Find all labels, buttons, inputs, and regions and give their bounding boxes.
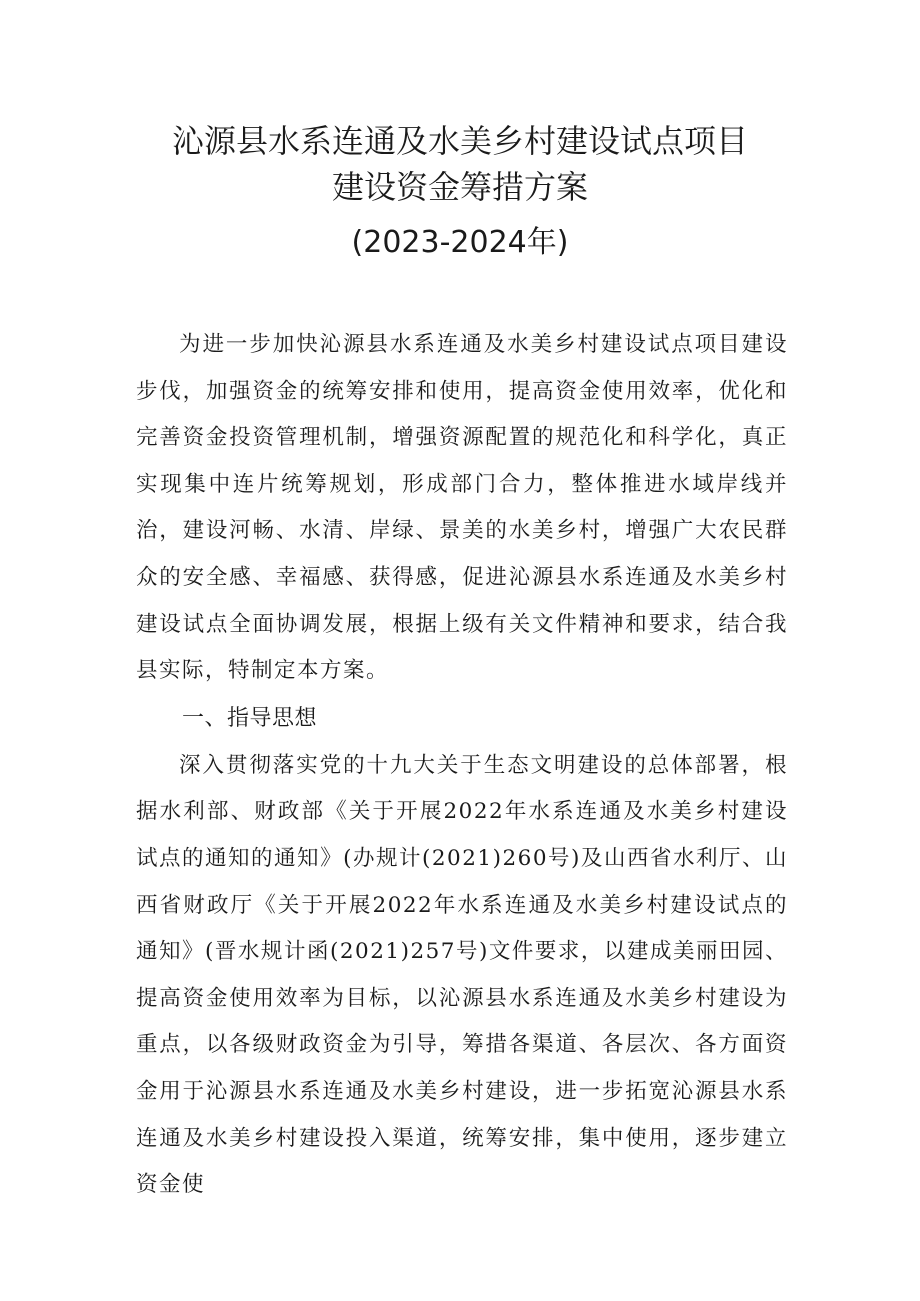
section-paragraph: 深入贯彻落实党的十九大关于生态文明建设的总体部署，根据水利部、财政部《关于开展2022年水系连通及水美乡村建设试点的通知的通知》(办规计(2021)260号)及山西省水利厅、山西省财政厅《关于开展2022年水系连通及水美乡村建设试点的通知》(晋水规计函(2021)257号)文件要求，以建成美丽田园、提高资金使用效率为目标，以沁源县水系连通及水美乡村建设为重点，以各级财政资金为引导，筹措各渠道、各层次、各方面资金用于沁源县水系连通及水美乡村建设，进一步拓宽沁源县水系连通及水美乡村建设投入渠道，统筹安排，集中使用，逐步建立资金使 (136, 752, 788, 1198)
document-title (0, 118, 920, 266)
title-line-1: 沁源县水系连通及水美乡村建设试点项目 (171, 122, 748, 160)
title-line-2: 建设资金筹措方案 (331, 168, 588, 206)
document-body (136, 322, 788, 1209)
section-heading: 一、指导思想 (182, 705, 318, 731)
title-years: (2023-2024年) (351, 225, 569, 260)
intro-paragraph: 为进一步加快沁源县水系连通及水美乡村建设试点项目建设步伐，加强资金的统筹安排和使用，提高资金使用效率，优化和完善资金投资管理机制，增强资源配置的规范化和科学化，真正实现集中连片统筹规划，形成部门合力，整体推进水域岸线并治，建设河畅、水清、岸绿、景美的水美乡村，增强广大农民群众的安全感、幸福感、获得感，促进沁源县水系连通及水美乡村建设试点全面协调发展，根据上级有关文件精神和要求，结合我县实际，特制定本方案。 (136, 332, 788, 684)
